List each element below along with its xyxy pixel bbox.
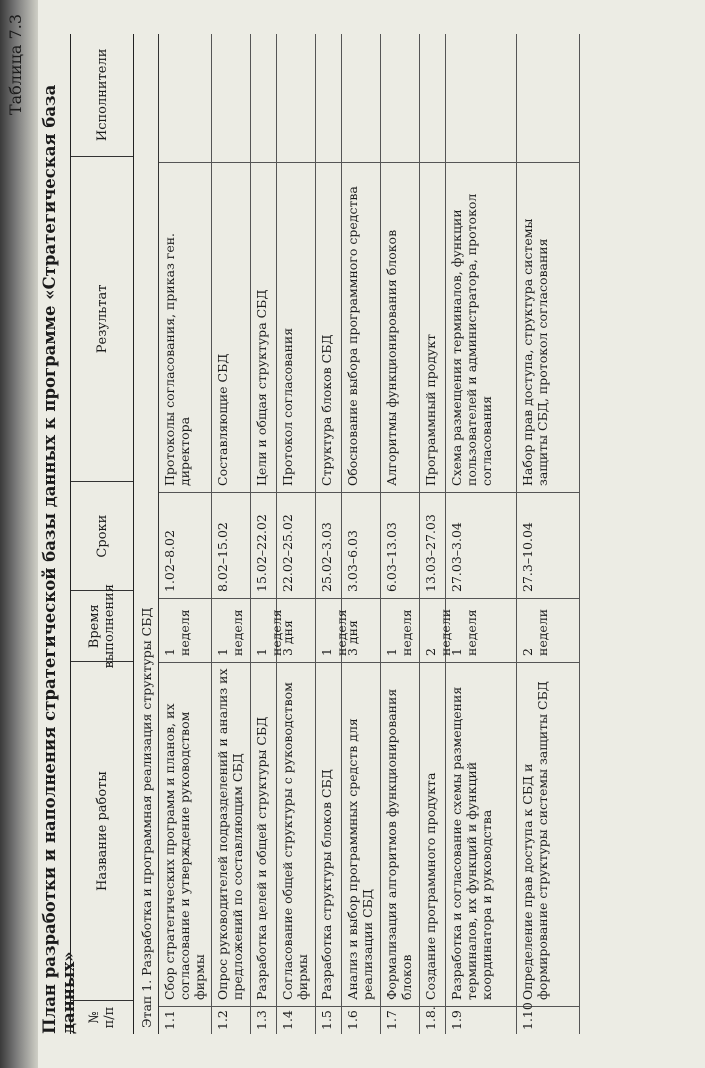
table-header xyxy=(71,34,134,1034)
row-executors xyxy=(342,42,380,162)
row-name: Согласование общей структуры с руководством фирмы xyxy=(277,662,315,1006)
row-time: 3 дня xyxy=(342,598,380,662)
header-num: № п/п xyxy=(71,1000,133,1034)
table-title: План разработки и наполнения стратегической базы данных к программе «Стратегическая база данных» xyxy=(40,84,78,1034)
row-num: 1.9 xyxy=(446,1006,516,1034)
row-result: Схема размещения терминалов, функции пользователей и администратора, протокол согласования xyxy=(446,162,516,492)
row-num: 1.7 xyxy=(381,1006,419,1034)
row-num: 1.5 xyxy=(316,1006,341,1034)
row-dates: 6.03–13.03 xyxy=(381,492,419,598)
row-time: 1 неделя xyxy=(316,598,341,662)
row-result: Набор прав доступа, структура системы защиты СБД, протокол согласования xyxy=(517,162,579,492)
row-num: 1.8. xyxy=(420,1006,445,1034)
row-name: Анализ и выбор программных средств для реализации СБД xyxy=(342,662,380,1006)
row-result: Протоколы согласования, приказ ген. директора xyxy=(159,162,211,492)
row-executors xyxy=(159,42,211,162)
row-num: 1.6 xyxy=(342,1006,380,1034)
row-time: 1 неделя xyxy=(381,598,419,662)
header-result: Результат xyxy=(71,156,133,481)
table-row xyxy=(420,34,453,1034)
row-dates: 25.02–3.03 xyxy=(316,492,341,598)
table-row xyxy=(251,34,284,1034)
row-executors xyxy=(517,42,579,162)
row-result: Структура блоков СБД xyxy=(316,162,341,492)
row-time: 1 неделя xyxy=(251,598,276,662)
row-executors xyxy=(251,42,276,162)
row-result: Обоснование выбора программного средства xyxy=(342,162,380,492)
stage-label: Этап 1. Разработка и программная реализация структуры СБД xyxy=(134,34,159,1034)
row-dates: 15.02–22.02 xyxy=(251,492,276,598)
row-executors xyxy=(277,42,315,162)
table-body xyxy=(159,34,580,1034)
header-time: Время выполнения xyxy=(71,590,133,661)
table-number: Таблица 7.3 xyxy=(6,14,25,116)
row-dates: 1.02–8.02 xyxy=(159,492,211,598)
table-row xyxy=(517,34,580,1034)
table-row xyxy=(277,34,316,1034)
row-result: Цели и общая структура СБД xyxy=(251,162,276,492)
row-name: Формализация алгоритмов функционирования блоков xyxy=(381,662,419,1006)
row-result: Программный продукт xyxy=(420,162,445,492)
row-result: Протокол согласования xyxy=(277,162,315,492)
table-row xyxy=(316,34,349,1034)
row-result: Составляющие СБД xyxy=(212,162,250,492)
row-executors xyxy=(212,42,250,162)
row-name: Разработка и согласование схемы размещения терминалов, их функций и функций координатора и руководства xyxy=(446,662,516,1006)
row-executors xyxy=(446,42,516,162)
row-name: Определение прав доступа к СБД и формирование структуры системы защиты СБД xyxy=(517,662,579,1006)
row-num: 1.10 xyxy=(517,1006,579,1034)
row-dates: 13.03–27.03 xyxy=(420,492,445,598)
row-time: 1 неделя xyxy=(446,598,516,662)
row-num: 1.4 xyxy=(277,1006,315,1034)
header-dates: Сроки xyxy=(71,481,133,590)
header-executors: Исполнители xyxy=(94,48,110,142)
row-executors xyxy=(420,42,445,162)
row-name: Разработка структуры блоков СБД xyxy=(316,662,341,1006)
row-dates: 3.03–6.03 xyxy=(342,492,380,598)
row-name: Опрос руководителей подразделений и анализ их предложений по составляющим СБД xyxy=(212,662,250,1006)
table-row xyxy=(446,34,517,1034)
row-time: 2 недели xyxy=(420,598,445,662)
row-time: 2 недели xyxy=(517,598,579,662)
row-dates: 8.02–15.02 xyxy=(212,492,250,598)
row-dates: 27.03–3.04 xyxy=(446,492,516,598)
row-dates: 22.02–25.02 xyxy=(277,492,315,598)
table-row xyxy=(212,34,251,1034)
table-row xyxy=(342,34,381,1034)
row-dates: 27.3–10.04 xyxy=(517,492,579,598)
row-num: 1.1 xyxy=(159,1006,211,1034)
table-row xyxy=(159,34,212,1034)
header-name: Название работы xyxy=(71,661,133,1000)
row-time: 3 дня xyxy=(277,598,315,662)
plan-table xyxy=(70,34,691,1034)
row-name: Разработка целей и общей структуры СБД xyxy=(251,662,276,1006)
row-executors xyxy=(381,42,419,162)
row-executors xyxy=(316,42,341,162)
row-time: 1 неделя xyxy=(159,598,211,662)
row-time: 1 неделя xyxy=(212,598,250,662)
row-result: Алгоритмы функционирования блоков xyxy=(381,162,419,492)
row-name: Создание программного продукта xyxy=(420,662,445,1006)
row-num: 1.3 xyxy=(251,1006,276,1034)
row-name: Сбор стратегических программ и планов, их согласование и утверждение руководством фирмы xyxy=(159,662,211,1006)
table-row xyxy=(381,34,420,1034)
row-num: 1.2 xyxy=(212,1006,250,1034)
